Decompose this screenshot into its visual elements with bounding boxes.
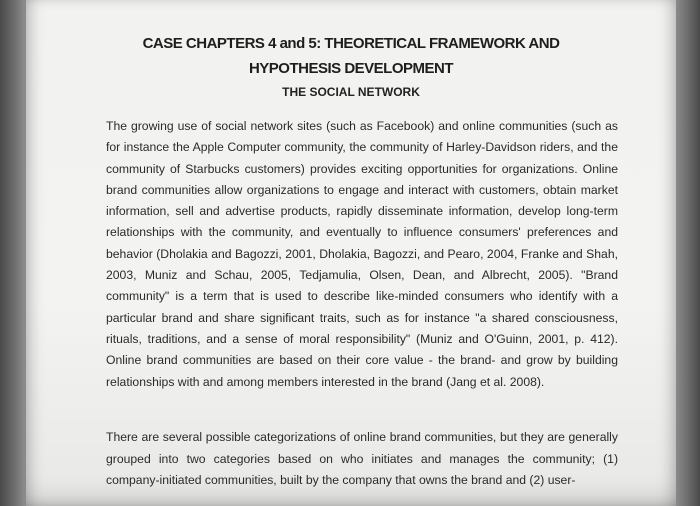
document-title-line-1: CASE CHAPTERS 4 and 5: THEORETICAL FRAMEWORK AND [142, 35, 560, 52]
document-title-line-2: HYPOTHESIS DEVELOPMENT [248, 60, 454, 77]
paragraph-1: The growing use of social network sites (such as Facebook) and online communities (such as for instance the Apple Computer community, the community of Harley-Davidson riders, and the community of Starbucks customers) provides exciting opportunities for organizations. Online brand communities allow organizations to engage and interact with customers, obtain market information, sell and advertise products, rapidly disseminate information, develop long-term relationships with the community, and eventually to influence consumers' preferences and behavior (Dholakia and Bagozzi, 2001, Dholakia, Bagozzi, and Pearo, 2004, Franke and Shah, 2003, Muniz and Schau, 2005, Tedjamulia, Olsen, Dean, and Albrecht, 2005). "Brand community" is a term that is used to describe like-minded consumers who identify with a particular brand and share significant traits, such as for instance "a shared consciousness, rituals, traditions, and a sense of moral responsibility" (Muniz and O'Guinn, 2001, p. 412). Online brand communities are based on their core value - the brand- and grow by building relationships with and among members interested in the brand (Jang et al. 2008). [106, 119, 618, 389]
section-subtitle: THE SOCIAL NETWORK [282, 85, 420, 99]
paragraph-2: There are several possible categorizations of online brand communities, but they are generally grouped into two categories based on who initiates and manages the community; (1) company-initiated communities, built by the company that owns the brand and (2) user- [106, 430, 618, 487]
paper-page [26, 0, 676, 506]
